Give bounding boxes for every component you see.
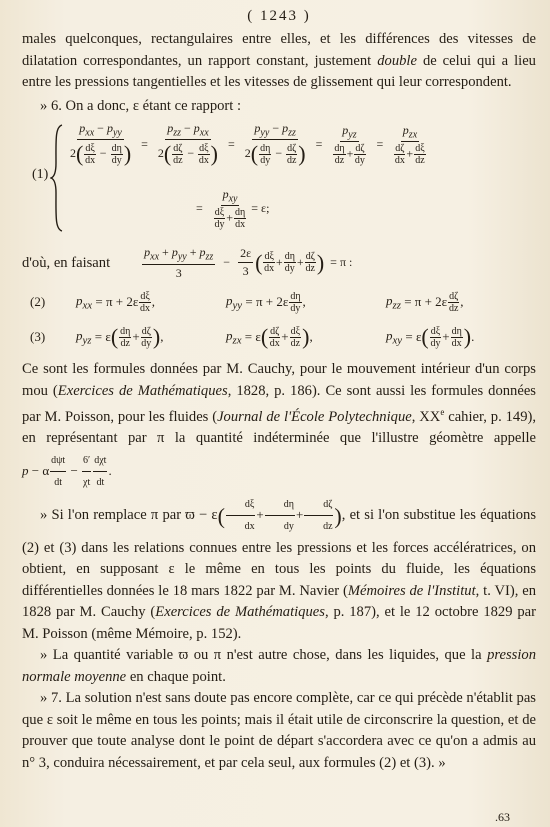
quantite-text-2: en chaque point. bbox=[129, 668, 226, 685]
paragraph-cauchy bbox=[22, 359, 536, 494]
paragraph-intro bbox=[22, 29, 536, 94]
equation-1-label: (1) bbox=[32, 167, 49, 182]
cauchy-text-2: , 1828, p. 186). Ce sont aussi les formules données par M. Poisson, pour les fluides ( bbox=[22, 382, 536, 425]
page-footer: .63 bbox=[495, 810, 510, 824]
equation-1-row-1: $p_{xx} - p_{yy}$ 2( $\frac{d\xi}{dx}$ − $\frac{d\eta}{dy}$ ) = $p_{zz} - p_{xx}$ 2( $\frac{d\zeta}{dz}$ − $\frac{d\xi}{dx}$ ) = $p_{yy} - p_{zz}$ 2( $\frac{d\eta}{dy}$ − $\frac{d\zeta}{dz}$ ) = $p_{yz}$ $\frac{d\eta}{dz}$ + $\frac{d\zeta}{dy}$ = $p_{zx}$ $\frac{d\zeta}{dx}$ + $\frac{d\xi}{dz}$ bbox=[70, 121, 425, 167]
quantite-text-1: » La quantité variable ϖ ou π n'est autre chose, dans les liquides, que la bbox=[40, 647, 482, 664]
equation-3: (3) $p_{yz}$ = ε ( dη dz + dζ dy ) , $p_{zx}$ = ε ( dζ dx + dξ dz ) , $p_{xy}$ = ε ( dξ dy + dη dx ) . bbox=[22, 319, 536, 355]
intro-emphasis: double bbox=[377, 52, 417, 69]
intro-text-continued: de celui qui a lieu entre les pressions tangentielles et les vitesses de glissement qui leur correspondent. bbox=[22, 52, 536, 90]
quantite-emphasis: pression normale moyenne bbox=[22, 647, 536, 685]
remplace-text-2: , et si l'on substitue les équations (2) et (3) dans les relations connues entre les pressions et les forces accélératrices, on obtient, en supposant ε le même en tous les points du fluide, les équations différentielles données le 18 mars 1822 par M. Navier ( bbox=[22, 506, 536, 599]
cauchy-title-exercices: Exercices de Mathématiques bbox=[57, 382, 228, 399]
definition-pi: d'où, en faisant $\frac{p_{xx} + p_{yy} + p_{zz}}{3}$ − $\frac{2\varepsilon}{3}$ ( dξ dx + dη dy + dζ dz ) = π : bbox=[22, 245, 353, 280]
cauchy-title-journal: Journal de l'École Polytechnique bbox=[217, 408, 412, 425]
equation-1 bbox=[22, 121, 536, 241]
paragraph-remplace: » Si l'on remplace π par ϖ − ε( $\frac{d\xi}{dx}$ + $\frac{d\eta}{dy}$ + $\frac{d\zeta}{dz}$ ), et si l'on substitue les équations (2) et (3) dans les relations connues entre les pressions et les forces accélératrices, on obtient, en supposant ε le même en tous les points du fluide, les équations différentielles données le 18 mars 1822 par M. Navier (Mémoires de l'Institut, t. VI), en 1828 par M. Cauchy (Exercices de Mathématiques, p. 187), et le 12 octobre 1829 par M. Poisson (même Mémoire, p. 152). bbox=[22, 494, 536, 646]
equation-1-continuation: = ε; bbox=[251, 201, 270, 216]
doun-text: d'où, en faisant bbox=[22, 254, 111, 271]
section-7: » 7. La solution n'est sans doute pas encore complète, car ce qui précède n'établit pas que ε soit le même en tous les points; mais il était utile de circonscrire la question, et de prouver que toute analyse dont le point de départ s'accordera avec ce qu'on a admis au n° 3, conduira nécessairement, et par cela seul, aux formules (2) et (3). » bbox=[22, 690, 536, 771]
cauchy-superscript: e bbox=[440, 407, 445, 417]
remplace-text-3: , t. VI), en 1828 par M. Cauchy ( bbox=[22, 582, 536, 621]
equation-2: (2) $p_{xx}$ = π + 2ε dξ dx , $p_{yy}$ = π + 2ε dη dy , $p_{zz}$ = π + 2ε dζ dz , bbox=[22, 285, 536, 319]
equation-2-label: (2) bbox=[30, 294, 46, 309]
intro-text: males quelconques, rectangulaires entre elles, et les différences des vitesses de dilatation correspondantes, un rapport constant, justement bbox=[22, 31, 536, 69]
remplace-text-1: » Si l'on remplace π par ϖ − ε bbox=[40, 506, 218, 523]
left-brace-icon bbox=[50, 123, 64, 233]
cauchy-text-3: , XX bbox=[411, 408, 441, 425]
remplace-text-4: , p. 187), et le 12 octobre 1829 par M. Poisson (même Mémoire, p. 152). bbox=[22, 604, 536, 642]
equation-3-label: (3) bbox=[30, 329, 46, 344]
cauchy-text-1: Ce sont les formules données par M. Cauchy, pour le mouvement intérieur d'un corps mou ( bbox=[22, 361, 536, 399]
paragraph-quantite bbox=[22, 645, 536, 688]
cauchy-text-4: cahier, p. 149), en représentant par π la quantité indéterminée que l'illustre géomètre appelle bbox=[22, 408, 536, 447]
navier-title: Mémoires de l'Institut bbox=[347, 582, 476, 599]
equation-1-row-2: = $p_{xy}$ $\frac{d\xi}{dy}$ + $\frac{d\eta}{dx}$ = ε; bbox=[196, 187, 270, 231]
poisson-expression: p − α dψt dt − $\frac{6'}{\chi t}$ dχt dt . bbox=[22, 463, 112, 478]
section-6-heading: » 6. On a donc, ε étant ce rapport : bbox=[40, 97, 242, 114]
remplace-title-exercices: Exercices de Mathématiques bbox=[155, 604, 325, 621]
page-header: ( 1243 ) bbox=[247, 8, 311, 24]
